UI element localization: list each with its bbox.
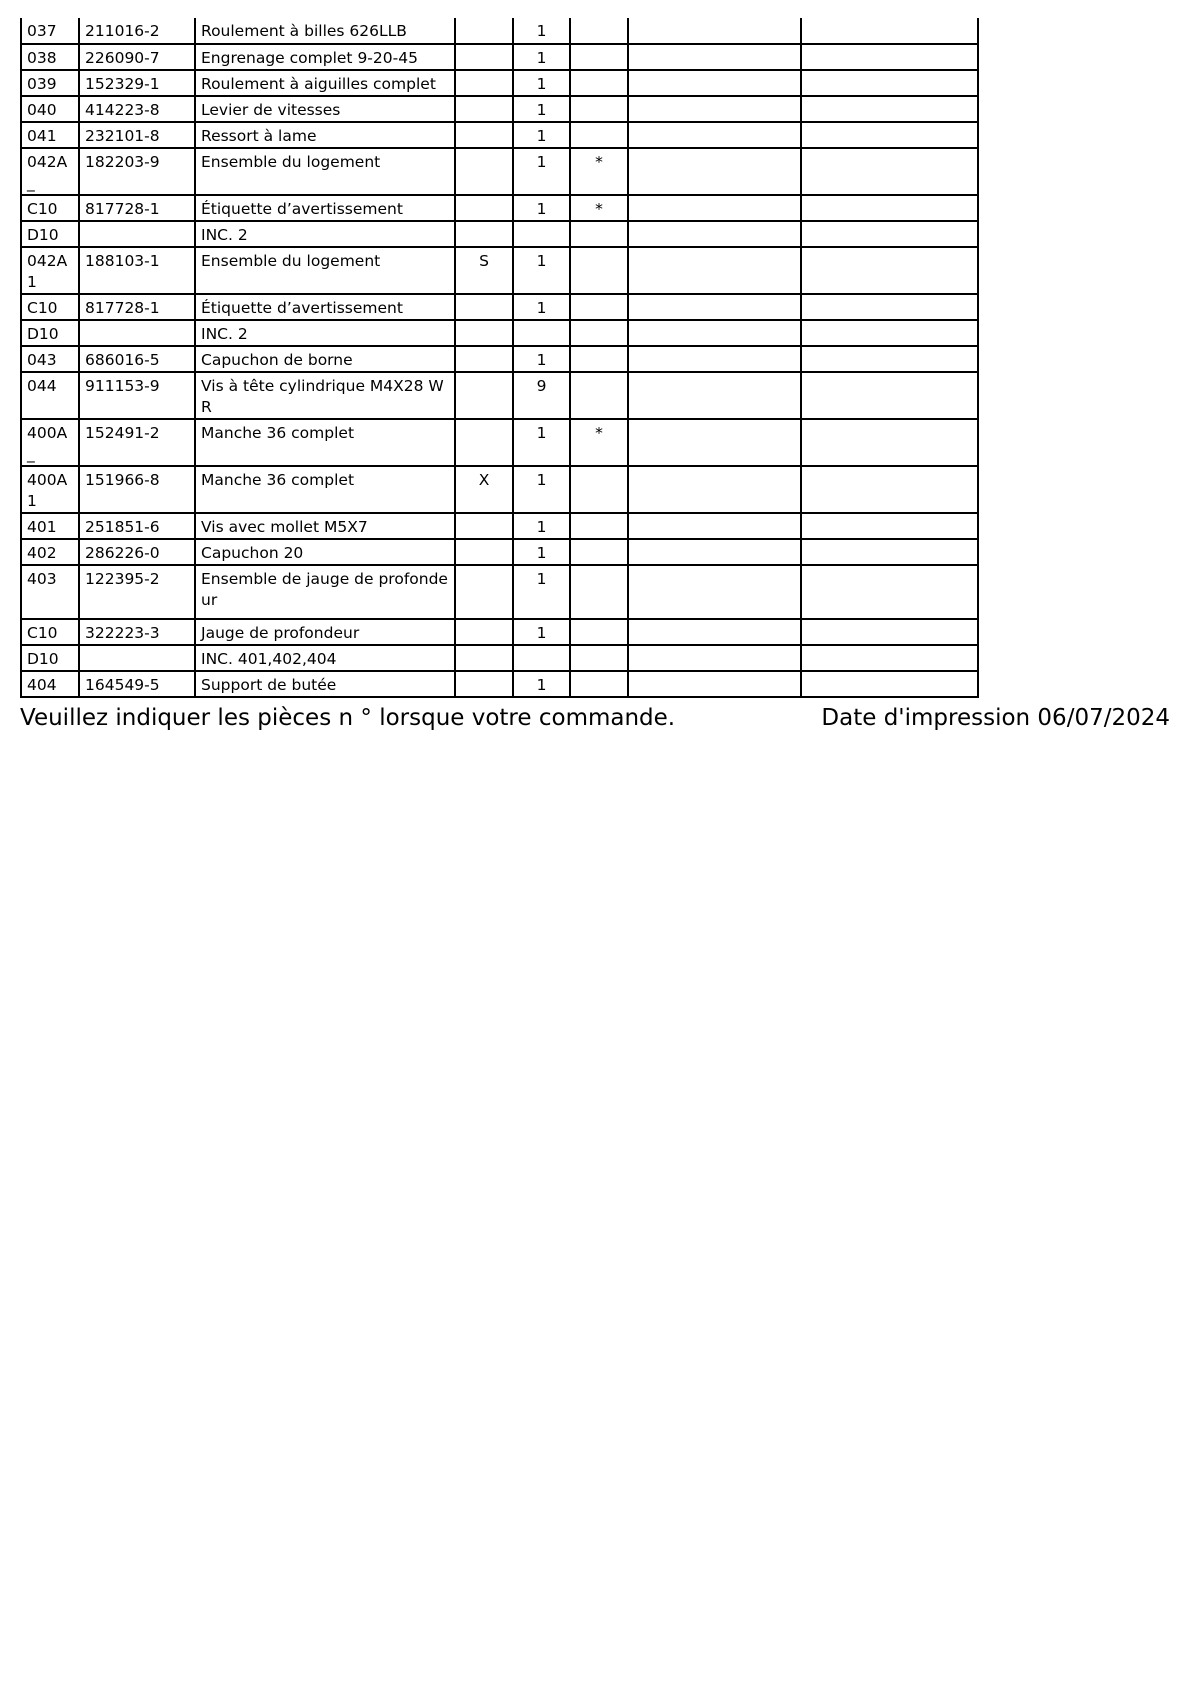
part-number-cell: 182203-9 bbox=[79, 148, 195, 195]
note-cell bbox=[628, 372, 801, 419]
note-cell bbox=[801, 44, 978, 70]
description-cell: Étiquette d’avertissement bbox=[195, 195, 455, 221]
note-cell bbox=[801, 18, 978, 44]
note-cell bbox=[801, 539, 978, 565]
description-cell: Ensemble du logement bbox=[195, 148, 455, 195]
description-cell: Étiquette d’avertissement bbox=[195, 294, 455, 320]
note-cell bbox=[801, 419, 978, 466]
item-number-cell: 042A_ bbox=[21, 148, 79, 195]
table-row bbox=[21, 44, 978, 70]
quantity-cell: 1 bbox=[513, 539, 570, 565]
item-number-cell: C10 bbox=[21, 195, 79, 221]
mark-cell bbox=[570, 294, 628, 320]
note-cell bbox=[628, 122, 801, 148]
quantity-cell: 1 bbox=[513, 346, 570, 372]
code-cell bbox=[455, 18, 513, 44]
order-instruction: Veuillez indiquer les pièces n ° lorsque votre commande. bbox=[20, 705, 676, 731]
mark-cell bbox=[570, 122, 628, 148]
note-cell bbox=[628, 195, 801, 221]
table-row bbox=[21, 70, 978, 96]
note-cell bbox=[801, 346, 978, 372]
item-number-cell: D10 bbox=[21, 221, 79, 247]
code-cell bbox=[455, 539, 513, 565]
mark-cell bbox=[570, 565, 628, 619]
description-cell: Jauge de profondeur bbox=[195, 619, 455, 645]
part-number-cell: 232101-8 bbox=[79, 122, 195, 148]
description-cell: Roulement à billes 626LLB bbox=[195, 18, 455, 44]
note-cell bbox=[628, 221, 801, 247]
item-number-cell: 402 bbox=[21, 539, 79, 565]
note-cell bbox=[801, 247, 978, 294]
code-cell bbox=[455, 320, 513, 346]
mark-cell bbox=[570, 671, 628, 697]
quantity-cell: 1 bbox=[513, 70, 570, 96]
mark-cell bbox=[570, 320, 628, 346]
quantity-cell: 1 bbox=[513, 195, 570, 221]
description-cell: Engrenage complet 9-20-45 bbox=[195, 44, 455, 70]
part-number-cell bbox=[79, 221, 195, 247]
item-number-cell: D10 bbox=[21, 320, 79, 346]
quantity-cell: 1 bbox=[513, 122, 570, 148]
note-cell bbox=[801, 96, 978, 122]
item-number-cell: 039 bbox=[21, 70, 79, 96]
note-cell bbox=[628, 148, 801, 195]
quantity-cell: 1 bbox=[513, 148, 570, 195]
part-number-cell: 164549-5 bbox=[79, 671, 195, 697]
item-number-cell: C10 bbox=[21, 294, 79, 320]
part-number-cell: 251851-6 bbox=[79, 513, 195, 539]
item-number-cell: 037 bbox=[21, 18, 79, 44]
description-cell: Capuchon 20 bbox=[195, 539, 455, 565]
mark-cell bbox=[570, 539, 628, 565]
parts-table bbox=[20, 18, 979, 698]
mark-cell bbox=[570, 247, 628, 294]
code-cell bbox=[455, 513, 513, 539]
mark-cell bbox=[570, 619, 628, 645]
table-row bbox=[21, 294, 978, 320]
code-cell bbox=[455, 221, 513, 247]
item-number-cell: D10 bbox=[21, 645, 79, 671]
code-cell bbox=[455, 372, 513, 419]
part-number-cell: 152329-1 bbox=[79, 70, 195, 96]
description-cell: Vis avec mollet M5X7 bbox=[195, 513, 455, 539]
mark-cell bbox=[570, 18, 628, 44]
table-row bbox=[21, 221, 978, 247]
table-row bbox=[21, 247, 978, 294]
table-row bbox=[21, 513, 978, 539]
quantity-cell bbox=[513, 320, 570, 346]
quantity-cell: 1 bbox=[513, 247, 570, 294]
table-row bbox=[21, 372, 978, 419]
table-row bbox=[21, 96, 978, 122]
mark-cell bbox=[570, 466, 628, 513]
quantity-cell: 1 bbox=[513, 671, 570, 697]
note-cell bbox=[628, 466, 801, 513]
parts-table-body bbox=[21, 18, 978, 697]
code-cell: S bbox=[455, 247, 513, 294]
item-number-cell: 401 bbox=[21, 513, 79, 539]
quantity-cell: 1 bbox=[513, 18, 570, 44]
description-cell: INC. 401,402,404 bbox=[195, 645, 455, 671]
description-cell: Levier de vitesses bbox=[195, 96, 455, 122]
note-cell bbox=[801, 619, 978, 645]
note-cell bbox=[628, 645, 801, 671]
quantity-cell bbox=[513, 645, 570, 671]
table-row bbox=[21, 320, 978, 346]
code-cell bbox=[455, 70, 513, 96]
quantity-cell: 1 bbox=[513, 294, 570, 320]
table-row bbox=[21, 122, 978, 148]
quantity-cell: 1 bbox=[513, 619, 570, 645]
description-cell: Support de butée bbox=[195, 671, 455, 697]
part-number-cell: 122395-2 bbox=[79, 565, 195, 619]
table-row bbox=[21, 18, 978, 44]
note-cell bbox=[801, 671, 978, 697]
mark-cell bbox=[570, 44, 628, 70]
part-number-cell bbox=[79, 320, 195, 346]
part-number-cell: 414223-8 bbox=[79, 96, 195, 122]
code-cell bbox=[455, 122, 513, 148]
table-row bbox=[21, 148, 978, 195]
note-cell bbox=[801, 320, 978, 346]
table-row bbox=[21, 671, 978, 697]
note-cell bbox=[628, 513, 801, 539]
table-row bbox=[21, 565, 978, 619]
part-number-cell: 152491-2 bbox=[79, 419, 195, 466]
note-cell bbox=[628, 419, 801, 466]
quantity-cell: 9 bbox=[513, 372, 570, 419]
item-number-cell: 042A1 bbox=[21, 247, 79, 294]
note-cell bbox=[628, 539, 801, 565]
note-cell bbox=[628, 346, 801, 372]
table-row bbox=[21, 195, 978, 221]
table-row bbox=[21, 419, 978, 466]
note-cell bbox=[801, 645, 978, 671]
description-cell: INC. 2 bbox=[195, 320, 455, 346]
part-number-cell: 226090-7 bbox=[79, 44, 195, 70]
part-number-cell: 911153-9 bbox=[79, 372, 195, 419]
mark-cell: * bbox=[570, 148, 628, 195]
code-cell bbox=[455, 619, 513, 645]
note-cell bbox=[801, 372, 978, 419]
description-cell: Ressort à lame bbox=[195, 122, 455, 148]
mark-cell bbox=[570, 70, 628, 96]
code-cell bbox=[455, 346, 513, 372]
description-cell: Vis à tête cylindrique M4X28 WR bbox=[195, 372, 455, 419]
note-cell bbox=[628, 18, 801, 44]
note-cell bbox=[801, 70, 978, 96]
code-cell: X bbox=[455, 466, 513, 513]
code-cell bbox=[455, 294, 513, 320]
item-number-cell: 400A1 bbox=[21, 466, 79, 513]
code-cell bbox=[455, 419, 513, 466]
part-number-cell: 188103-1 bbox=[79, 247, 195, 294]
item-number-cell: 043 bbox=[21, 346, 79, 372]
table-row bbox=[21, 619, 978, 645]
note-cell bbox=[628, 294, 801, 320]
description-cell: INC. 2 bbox=[195, 221, 455, 247]
note-cell bbox=[628, 44, 801, 70]
note-cell bbox=[801, 565, 978, 619]
code-cell bbox=[455, 671, 513, 697]
item-number-cell: 041 bbox=[21, 122, 79, 148]
part-number-cell: 686016-5 bbox=[79, 346, 195, 372]
description-cell: Manche 36 complet bbox=[195, 419, 455, 466]
part-number-cell: 151966-8 bbox=[79, 466, 195, 513]
note-cell bbox=[628, 70, 801, 96]
description-cell: Ensemble de jauge de profondeur bbox=[195, 565, 455, 619]
note-cell bbox=[801, 122, 978, 148]
part-number-cell: 286226-0 bbox=[79, 539, 195, 565]
note-cell bbox=[628, 320, 801, 346]
mark-cell bbox=[570, 645, 628, 671]
item-number-cell: 404 bbox=[21, 671, 79, 697]
part-number-cell: 322223-3 bbox=[79, 619, 195, 645]
table-row bbox=[21, 539, 978, 565]
code-cell bbox=[455, 148, 513, 195]
table-row bbox=[21, 346, 978, 372]
quantity-cell: 1 bbox=[513, 96, 570, 122]
mark-cell bbox=[570, 96, 628, 122]
note-cell bbox=[628, 96, 801, 122]
mark-cell bbox=[570, 513, 628, 539]
quantity-cell: 1 bbox=[513, 513, 570, 539]
description-cell: Roulement à aiguilles complet bbox=[195, 70, 455, 96]
item-number-cell: 044 bbox=[21, 372, 79, 419]
note-cell bbox=[628, 565, 801, 619]
mark-cell bbox=[570, 346, 628, 372]
part-number-cell: 817728-1 bbox=[79, 195, 195, 221]
table-row bbox=[21, 466, 978, 513]
mark-cell: * bbox=[570, 419, 628, 466]
quantity-cell: 1 bbox=[513, 419, 570, 466]
mark-cell bbox=[570, 372, 628, 419]
description-cell: Capuchon de borne bbox=[195, 346, 455, 372]
part-number-cell bbox=[79, 645, 195, 671]
note-cell bbox=[801, 195, 978, 221]
note-cell bbox=[801, 294, 978, 320]
note-cell bbox=[801, 513, 978, 539]
note-cell bbox=[628, 247, 801, 294]
item-number-cell: 038 bbox=[21, 44, 79, 70]
quantity-cell: 1 bbox=[513, 565, 570, 619]
print-date: Date d'impression 06/07/2024 bbox=[821, 705, 1170, 731]
table-row bbox=[21, 645, 978, 671]
note-cell bbox=[801, 148, 978, 195]
note-cell bbox=[628, 671, 801, 697]
code-cell bbox=[455, 645, 513, 671]
note-cell bbox=[801, 466, 978, 513]
code-cell bbox=[455, 195, 513, 221]
quantity-cell: 1 bbox=[513, 44, 570, 70]
description-cell: Manche 36 complet bbox=[195, 466, 455, 513]
item-number-cell: 400A_ bbox=[21, 419, 79, 466]
code-cell bbox=[455, 96, 513, 122]
mark-cell bbox=[570, 221, 628, 247]
code-cell bbox=[455, 565, 513, 619]
part-number-cell: 817728-1 bbox=[79, 294, 195, 320]
item-number-cell: 040 bbox=[21, 96, 79, 122]
description-cell: Ensemble du logement bbox=[195, 247, 455, 294]
quantity-cell bbox=[513, 221, 570, 247]
mark-cell: * bbox=[570, 195, 628, 221]
part-number-cell: 211016-2 bbox=[79, 18, 195, 44]
item-number-cell: 403 bbox=[21, 565, 79, 619]
quantity-cell: 1 bbox=[513, 466, 570, 513]
code-cell bbox=[455, 44, 513, 70]
note-cell bbox=[801, 221, 978, 247]
note-cell bbox=[628, 619, 801, 645]
item-number-cell: C10 bbox=[21, 619, 79, 645]
